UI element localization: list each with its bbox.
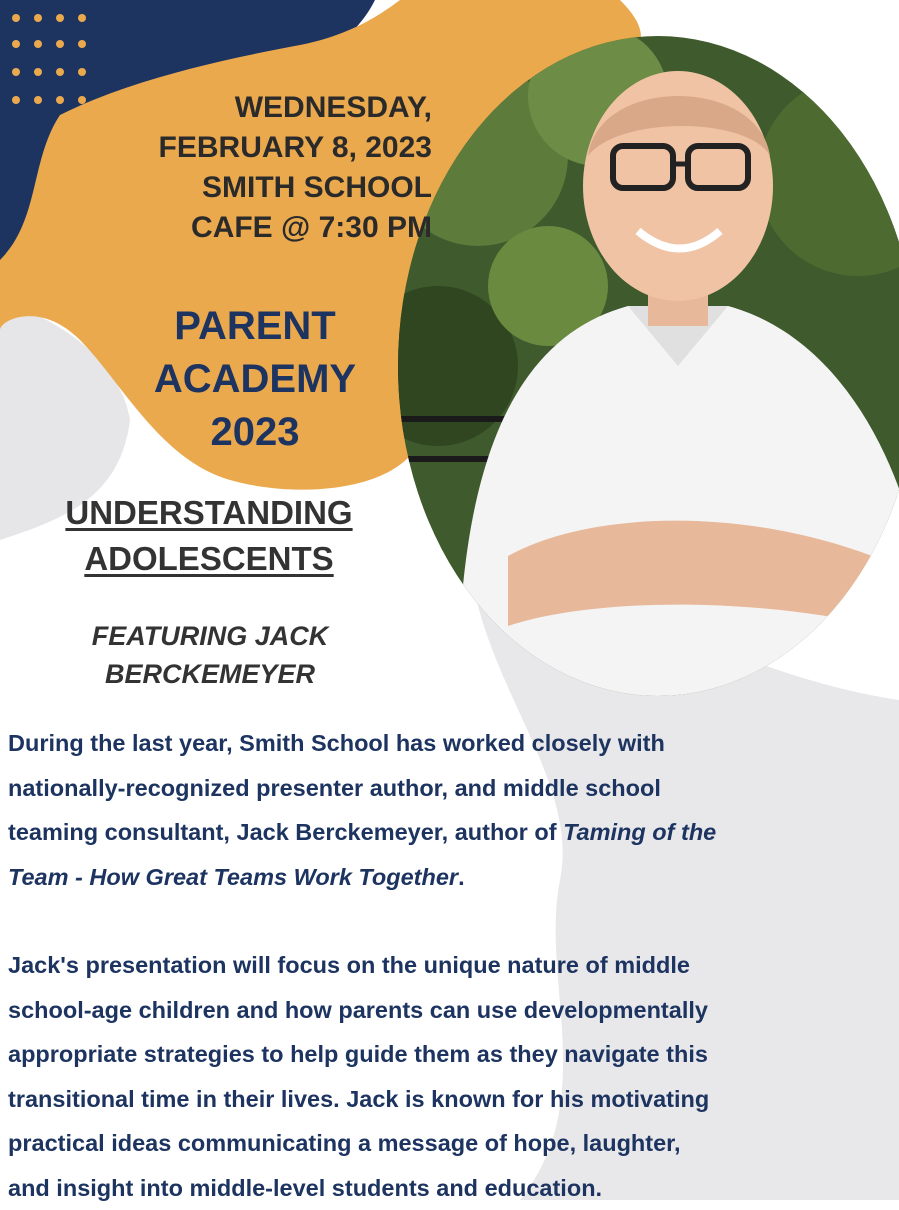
paragraph-2-line: appropriate strategies to help guide them as they navigate this	[8, 1032, 893, 1077]
paragraph-1-text: teaming consultant, Jack Berckemeyer, author of	[8, 819, 563, 845]
paragraph-2-line: school-age children and how parents can use developmentally	[8, 988, 893, 1033]
paragraph-2-line: and insight into middle-level students and education.	[8, 1166, 893, 1210]
presenter-photo	[398, 36, 899, 696]
paragraph-2-line: practical ideas communicating a message of hope, laughter,	[8, 1121, 893, 1166]
paragraph-1-line	[8, 855, 893, 900]
paragraph-1-line: During the last year, Smith School has worked closely with	[8, 721, 893, 766]
book-title-part-2: Team - How Great Teams Work Together	[8, 864, 458, 890]
paragraph-1-line	[8, 810, 893, 855]
title-line-1: PARENT	[100, 300, 410, 353]
paragraph-2-line: transitional time in their lives. Jack is known for his motivating	[8, 1077, 893, 1122]
title-line-3: 2023	[100, 406, 410, 459]
event-details	[60, 88, 432, 248]
event-location: SMITH SCHOOL	[60, 168, 432, 208]
paragraph-2-line: Jack's presentation will focus on the unique nature of middle	[8, 943, 893, 988]
event-day: WEDNESDAY,	[60, 88, 432, 128]
featuring-presenter	[30, 617, 390, 693]
page-title	[100, 300, 410, 459]
featuring-line-1: FEATURING JACK	[30, 617, 390, 655]
session-title-line-1: UNDERSTANDING	[65, 494, 352, 531]
paragraph-1-line: nationally-recognized presenter author, and middle school	[8, 766, 893, 811]
paragraph-1-text: .	[458, 864, 465, 890]
event-time: CAFE @ 7:30 PM	[60, 208, 432, 248]
description	[8, 721, 893, 1210]
event-date: FEBRUARY 8, 2023	[60, 128, 432, 168]
book-title-part-1: Taming of the	[563, 819, 716, 845]
featuring-line-2: BERCKEMEYER	[30, 655, 390, 693]
session-title	[16, 490, 402, 582]
title-line-2: ACADEMY	[100, 353, 410, 406]
session-title-line-2: ADOLESCENTS	[84, 540, 333, 577]
